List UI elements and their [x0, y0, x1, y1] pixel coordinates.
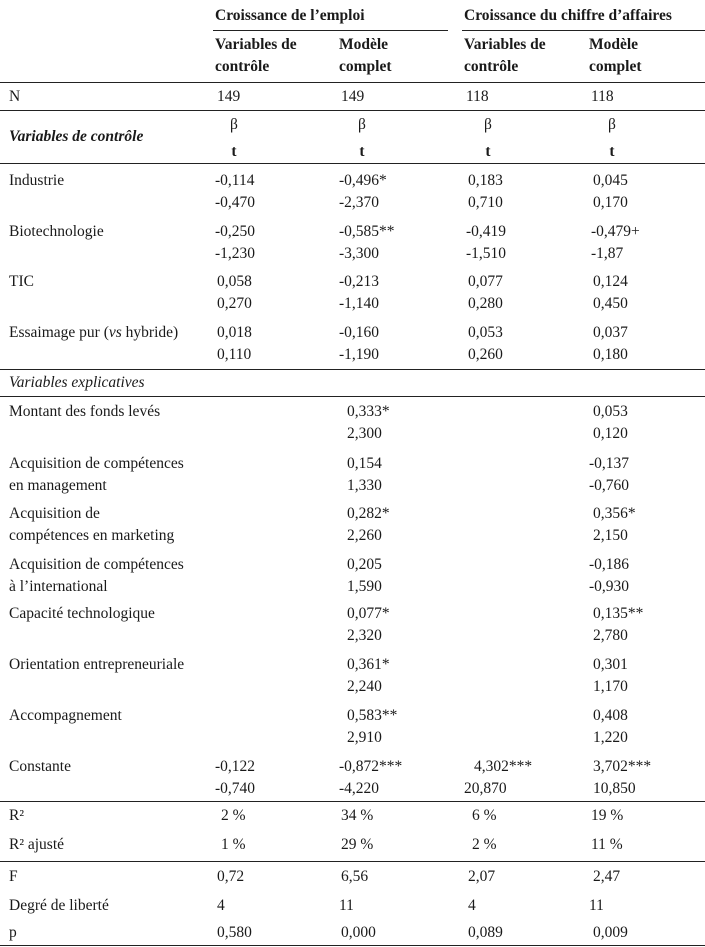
t-symbol: t — [609, 143, 615, 160]
t-cell: 2,300 — [347, 425, 382, 442]
stat-cell: 34 % — [341, 807, 374, 824]
t-cell: -0,470 — [215, 194, 256, 211]
stat-cell: 0,009 — [593, 924, 628, 941]
t-cell: 0,710 — [468, 194, 503, 211]
header-rule — [0, 82, 705, 83]
row-label-orientation: Orientation entrepreneuriale — [9, 656, 185, 673]
subheader-mc-emploi-1: Modèle — [339, 36, 389, 53]
beta-cell: 0,183 — [468, 172, 503, 189]
beta-symbol: β — [484, 116, 492, 133]
stat-cell: 0,72 — [217, 868, 245, 885]
n-rule — [0, 110, 705, 111]
row-label-management-2: en management — [9, 477, 107, 494]
row-label-biotechnologie: Biotechnologie — [9, 223, 104, 240]
t-cell: 0,170 — [593, 194, 628, 211]
beta-cell: 0,361* — [347, 656, 390, 673]
t-cell: 1,220 — [593, 729, 628, 746]
beta-cell: 0,124 — [593, 273, 628, 290]
stat-cell: 2,47 — [593, 868, 621, 885]
t-cell: 0,260 — [468, 346, 503, 363]
beta-cell: 0,135** — [593, 605, 644, 622]
group-header-emploi: Croissance de l’emploi — [215, 7, 365, 24]
subheader-vc-emploi-2: contrôle — [215, 58, 270, 75]
stat-cell: 11 % — [591, 836, 623, 853]
stat-cell: 0,580 — [217, 924, 252, 941]
beta-cell: 0,077 — [468, 273, 503, 290]
t-cell: 1,330 — [347, 477, 382, 494]
t-cell: 2,240 — [347, 678, 382, 695]
n-cell: 149 — [341, 88, 365, 105]
beta-cell: 0,077* — [347, 605, 390, 622]
stat-cell: 6 % — [472, 807, 497, 824]
stat-cell: 19 % — [591, 807, 624, 824]
bottom-rule — [0, 945, 705, 946]
beta-cell: -0,250 — [215, 223, 256, 240]
stat-cell: 0,000 — [341, 924, 376, 941]
beta-symbol: β — [358, 116, 366, 133]
t-cell: -1,230 — [215, 245, 256, 262]
t-cell: 10,850 — [593, 780, 636, 797]
row-label-r2-ajuste: R² ajusté — [9, 836, 65, 853]
t-cell: 1,170 — [593, 678, 628, 695]
stat-cell: 11 — [589, 897, 604, 914]
row-label-tic: TIC — [9, 273, 34, 290]
t-symbol: t — [485, 143, 491, 160]
stat-cell: 0,089 — [468, 924, 503, 941]
t-cell: -1,510 — [466, 245, 507, 262]
subheader-vc-ca-1: Variables de — [464, 36, 546, 53]
stat-cell: 4 — [468, 897, 476, 914]
beta-symbol: β — [608, 116, 616, 133]
essaimage-label-post: hybride) — [121, 324, 179, 341]
explanatory-header-rule — [0, 396, 705, 397]
subheader-mc-ca-2: complet — [589, 58, 642, 75]
n-cell: 118 — [591, 88, 614, 105]
t-cell: 20,870 — [464, 780, 507, 797]
t-cell: 0,450 — [593, 295, 628, 312]
t-cell: 1,590 — [347, 578, 382, 595]
row-label-montant: Montant des fonds levés — [9, 403, 161, 420]
t-cell: 0,180 — [593, 346, 628, 363]
n-cell: 118 — [466, 88, 489, 105]
beta-cell: -0,213 — [339, 273, 380, 290]
subheader-mc-ca-1: Modèle — [589, 36, 639, 53]
beta-cell: -0,137 — [589, 455, 630, 472]
t-cell: 0,120 — [593, 425, 628, 442]
row-label-n: N — [9, 88, 21, 105]
beta-cell: 0,053 — [593, 403, 628, 420]
beta-cell: -0,496* — [339, 172, 387, 189]
t-cell: -1,190 — [339, 346, 380, 363]
beta-cell: -0,186 — [589, 556, 630, 573]
r2-rule — [0, 861, 705, 862]
t-cell: -1,140 — [339, 295, 380, 312]
row-label-capacite: Capacité technologique — [9, 605, 155, 622]
t-cell: 2,260 — [347, 527, 382, 544]
beta-cell: 0,583** — [347, 707, 398, 724]
group-header-ca: Croissance du chiffre d’affaires — [464, 7, 672, 24]
stat-cell: 1 % — [221, 836, 246, 853]
stat-cell: 2 % — [221, 807, 246, 824]
controls-rule — [0, 369, 705, 370]
t-cell: -3,300 — [339, 245, 380, 262]
row-label-p: p — [9, 924, 17, 941]
row-label-ddl: Degré de liberté — [9, 897, 109, 914]
t-symbol: t — [359, 143, 365, 160]
beta-cell: -0,479+ — [591, 223, 640, 240]
beta-cell: -0,114 — [215, 172, 255, 189]
subheader-vc-ca-2: contrôle — [464, 58, 519, 75]
stat-cell: 6,56 — [341, 868, 369, 885]
t-symbol: t — [231, 143, 237, 160]
t-cell: 0,110 — [217, 346, 252, 363]
beta-cell: 0,301 — [593, 656, 628, 673]
beta-cell: -0,160 — [339, 324, 380, 341]
t-cell: 2,780 — [593, 627, 628, 644]
t-cell: -0,760 — [589, 477, 630, 494]
subheader-mc-emploi-2: complet — [339, 58, 392, 75]
t-cell: 0,270 — [217, 295, 252, 312]
t-cell: -4,220 — [339, 780, 380, 797]
beta-cell: 0,356* — [593, 505, 636, 522]
n-cell: 149 — [217, 88, 241, 105]
beta-cell: 4,302*** — [474, 758, 533, 775]
beta-cell: -0,585** — [339, 223, 395, 240]
row-label-accompagnement: Accompagnement — [9, 707, 122, 724]
group-rule-ca — [462, 30, 705, 31]
beta-cell: -0,872*** — [339, 758, 403, 775]
stat-cell: 4 — [217, 897, 225, 914]
row-label-r2: R² — [9, 807, 24, 824]
t-cell: -2,370 — [339, 194, 380, 211]
section-title-explanatory: Variables explicatives — [9, 374, 145, 391]
t-cell: -0,740 — [215, 780, 256, 797]
beta-cell: -0,419 — [466, 223, 507, 240]
stat-cell: 2,07 — [468, 868, 496, 885]
row-label-f: F — [9, 868, 18, 885]
explanatory-rule — [0, 801, 705, 802]
beta-cell: 0,045 — [593, 172, 628, 189]
beta-cell: 0,333* — [347, 403, 390, 420]
controls-header-rule — [0, 163, 705, 164]
row-label-essaimage — [9, 324, 178, 342]
t-cell: 0,280 — [468, 295, 503, 312]
beta-cell: 0,058 — [217, 273, 252, 290]
group-rule-emploi — [213, 30, 448, 31]
t-cell: 2,320 — [347, 627, 382, 644]
beta-cell: -0,122 — [215, 758, 256, 775]
essaimage-label-vs: vs — [108, 324, 122, 341]
beta-cell: 0,037 — [593, 324, 628, 341]
stat-cell: 2 % — [472, 836, 497, 853]
subheader-vc-emploi-1: Variables de — [215, 36, 297, 53]
row-label-constante: Constante — [9, 758, 71, 775]
beta-cell: 0,053 — [468, 324, 503, 341]
beta-cell: 0,205 — [347, 556, 382, 573]
row-label-management-1: Acquisition de compétences — [9, 455, 184, 472]
beta-cell: 0,154 — [347, 455, 382, 472]
t-cell: -0,930 — [589, 578, 630, 595]
stat-cell: 11 — [339, 897, 354, 914]
section-title-controls: Variables de contrôle — [9, 128, 144, 145]
row-label-international-1: Acquisition de compétences — [9, 556, 184, 573]
beta-cell: 3,702*** — [593, 758, 652, 775]
row-label-marketing-2: compétences en marketing — [9, 527, 175, 544]
stat-cell: 29 % — [341, 836, 374, 853]
essaimage-label-pre: Essaimage pur ( — [9, 324, 109, 341]
row-label-industrie: Industrie — [9, 172, 65, 189]
t-cell: -1,87 — [591, 245, 624, 262]
beta-cell: 0,282* — [347, 505, 390, 522]
t-cell: 2,910 — [347, 729, 382, 746]
beta-cell: 0,018 — [217, 324, 252, 341]
beta-symbol: β — [230, 116, 238, 133]
row-label-marketing-1: Acquisition de — [9, 505, 100, 522]
t-cell: 2,150 — [593, 527, 628, 544]
beta-cell: 0,408 — [593, 707, 628, 724]
row-label-international-2: à l’international — [9, 578, 108, 595]
